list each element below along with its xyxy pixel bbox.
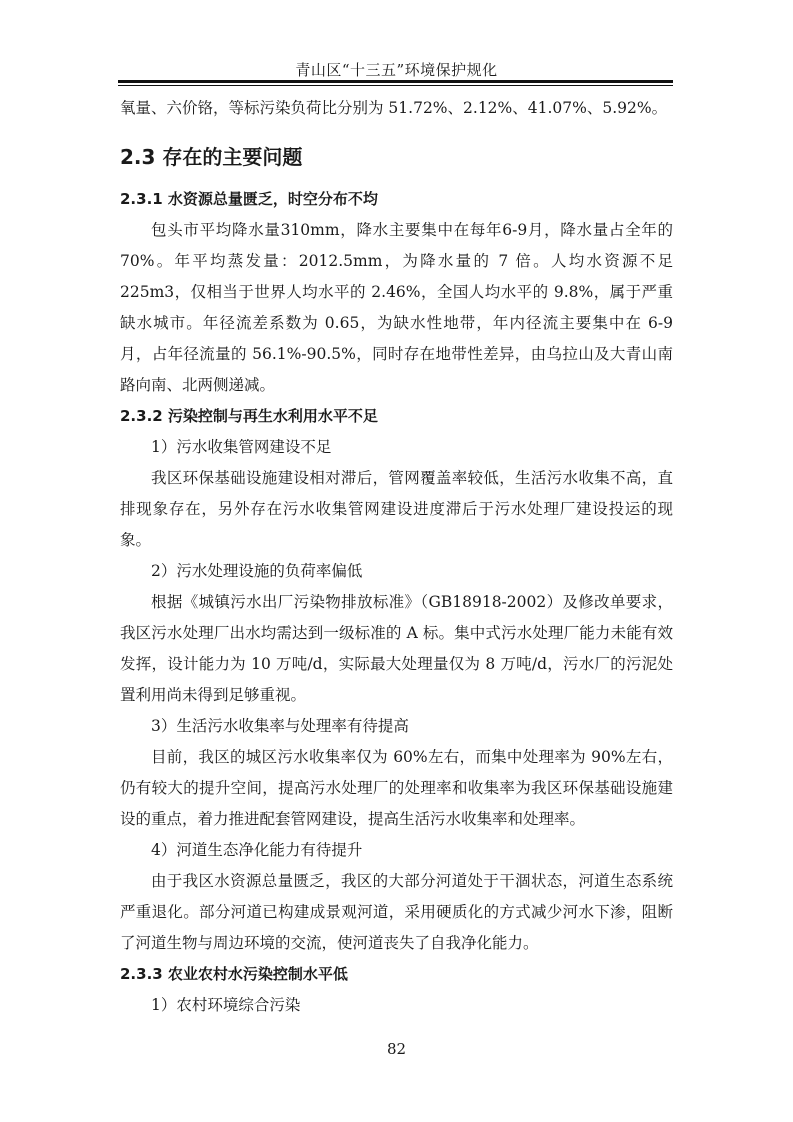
paragraph-collection-rate: 目前，我区的城区污水收集率仅为 60%左右，而集中处理率为 90%左右，仍有较大的提升空间，提高污水处理厂的处理率和收集率为我区环保基础设施建设的重点，着力推进配套管网建设，提高生活污水收集率和处理率。	[120, 748, 673, 828]
subsection-heading-2-3-3: 2.3.3 农业农村水污染控制水平低	[120, 965, 348, 983]
intro-paragraph: 氧量、六价铬，等标污染负荷比分别为 51.72%、2.12%、41.07%、5.92%。	[120, 99, 668, 117]
section-heading: 2.3 存在的主要问题	[120, 145, 303, 169]
subsection-heading-2-3-2: 2.3.2 污染控制与再生水利用水平不足	[120, 407, 378, 425]
paragraph-plant-load: 根据《城镇污水出厂污染物排放标准》（GB18918-2002）及修改单要求，我区污水处理厂出水均需达到一级标准的 A 标。集中式污水处理厂能力未能有效发挥，设计能力为 10 万吨/d，实际最大处理量仅为 8 万吨/d，污水厂的污泥处置利用尚未得到足够重视。	[120, 593, 673, 704]
paragraph-sewer-network: 我区环保基础设施建设相对滞后，管网覆盖率较低，生活污水收集不高，直排现象存在，另外存在污水收集管网建设进度滞后于污水处理厂建设投运的现象。	[120, 469, 673, 549]
subsection-heading-2-3-1: 2.3.1 水资源总量匮乏，时空分布不均	[120, 190, 378, 208]
list-item-plant-load: 2）污水处理设施的负荷率偏低	[151, 562, 363, 580]
header-rule-thin	[118, 85, 673, 86]
header-rule-thick	[118, 80, 673, 83]
running-header: 青山区“十三五”环境保护规化	[295, 61, 498, 79]
paragraph-water-resources: 包头市平均降水量310mm，降水主要集中在每年6-9月，降水量占全年的70%。年平均蒸发量：2012.5mm，为降水量的 7 倍。人均水资源不足 225m3，仅相当于世界人均水平的 2.46%，全国人均水平的 9.8%，属于严重缺水城市。年径流差系数为 0.65，为缺水性地带，年内径流主要集中在 6-9 月，占年径流量的 56.1%-90.5%，同时存在地带性差异，由乌拉山及大青山南路向南、北两侧递减。	[120, 221, 673, 394]
paragraph-river-purification: 由于我区水资源总量匮乏，我区的大部分河道处于干涸状态，河道生态系统严重退化。部分河道已构建成景观河道，采用硬质化的方式减少河水下渗，阻断了河道生物与周边环境的交流，使河道丧失了自我净化能力。	[120, 872, 673, 952]
list-item-rural-pollution: 1）农村环境综合污染	[151, 996, 301, 1014]
page-body	[120, 93, 673, 1021]
list-item-river-purification: 4）河道生态净化能力有待提升	[151, 841, 363, 859]
page-number: 82	[386, 1040, 407, 1058]
list-item-collection-rate: 3）生活污水收集率与处理率有待提高	[151, 717, 409, 735]
list-item-sewer-network: 1）污水收集管网建设不足	[151, 438, 332, 456]
